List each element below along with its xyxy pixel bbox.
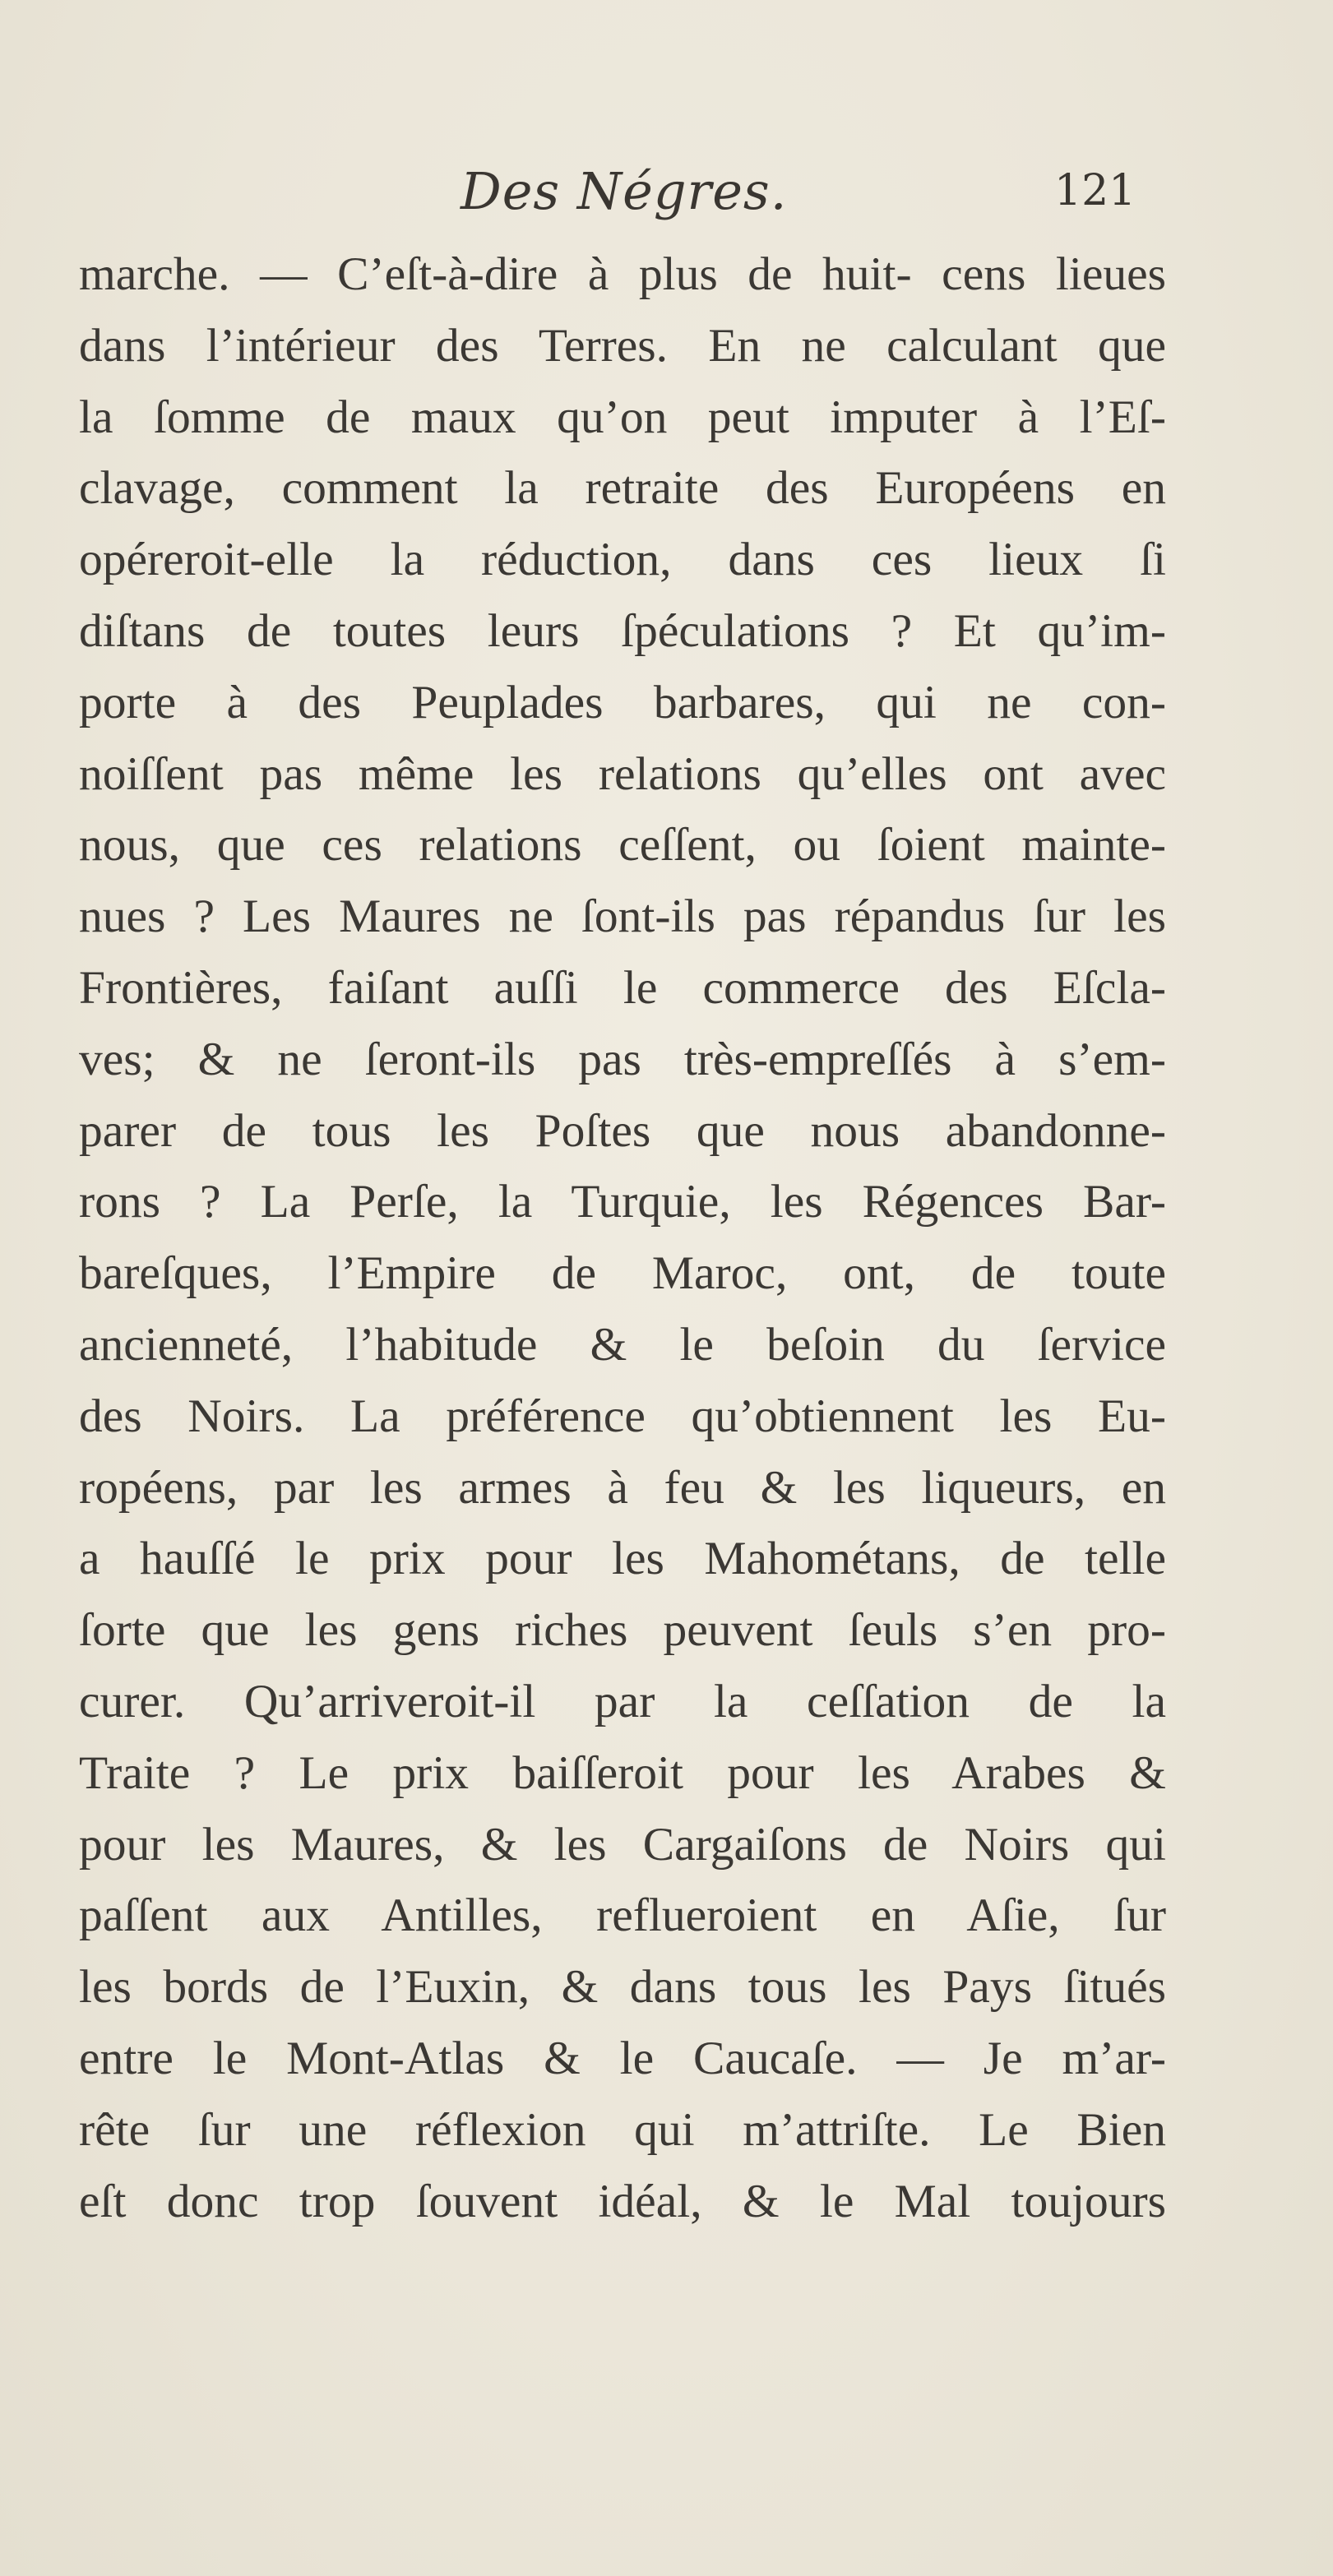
text-line: pour les Maures, & les Cargaiſons de Noirs qui (79, 1818, 1166, 1871)
text-line: ves; & ne ſeront-ils pas très-empreſſés à s’em- (79, 1033, 1166, 1085)
text-line: la ſomme de maux qu’on peut imputer à l’Eſ- (79, 391, 1166, 443)
text-line: ropéens, par les armes à feu & les liqueurs, en (79, 1461, 1166, 1514)
text-line: clavage, comment la retraite des Européens en (79, 462, 1166, 515)
text-line: a hauſſé le prix pour les Mahométans, de telle (79, 1533, 1166, 1585)
text-line: rête ſur une réflexion qui m’attriſte. Le Bien (79, 2103, 1166, 2156)
text-line: curer. Qu’arriveroit-il par la ceſſation de la (79, 1675, 1166, 1727)
text-line: noiſſent pas même les relations qu’elles ont avec (79, 747, 1166, 800)
text-line: bareſques, l’Empire de Maroc, ont, de toute (79, 1247, 1166, 1300)
running-head-title: Des Négres. (461, 161, 788, 221)
text-line: Frontières, faiſant auſſi le commerce des Eſcla- (79, 961, 1166, 1014)
text-line: diſtans de toutes leurs ſpéculations ? Et qu’im- (79, 604, 1166, 657)
text-line: Traite ? Le prix baiſſeroit pour les Arabes & (79, 1746, 1166, 1799)
text-line: entre le Mont-Atlas & le Caucaſe. — Je m’ar- (79, 2032, 1166, 2084)
text-line: marche. — C’eſt-à-dire à plus de huit- cens lieues (79, 248, 1166, 300)
text-line: les bords de l’Euxin, & dans tous les Pays ſitués (79, 1961, 1166, 2014)
text-line: opéreroit-elle la réduction, dans ces lieux ſi (79, 534, 1166, 586)
text-line: dans l’intérieur des Terres. En ne calculant que (79, 319, 1166, 372)
text-line: porte à des Peuplades barbares, qui ne con- (79, 676, 1166, 728)
text-line: ſorte que les gens riches peuvent ſeuls s’en pro- (79, 1604, 1166, 1657)
text-line: eſt donc trop ſouvent idéal, & le Mal toujours (79, 2175, 1166, 2227)
text-line: rons ? La Perſe, la Turquie, les Régences Bar- (79, 1176, 1166, 1228)
body-text (79, 239, 1166, 2237)
text-line: des Noirs. La préférence qu’obtiennent les Eu- (79, 1390, 1166, 1442)
text-line: nues ? Les Maures ne ſont-ils pas répandus ſur les (79, 890, 1166, 943)
text-line: paſſent aux Antilles, reflueroient en Aſie, ſur (79, 1889, 1166, 1942)
page-number: 121 (1054, 166, 1136, 215)
text-line: ancienneté, l’habitude & le beſoin du ſervice (79, 1318, 1166, 1371)
text-line: nous, que ces relations ceſſent, ou ſoient mainte- (79, 819, 1166, 872)
text-line: parer de tous les Poſtes que nous abandonne- (79, 1104, 1166, 1157)
running-head (0, 161, 1333, 235)
